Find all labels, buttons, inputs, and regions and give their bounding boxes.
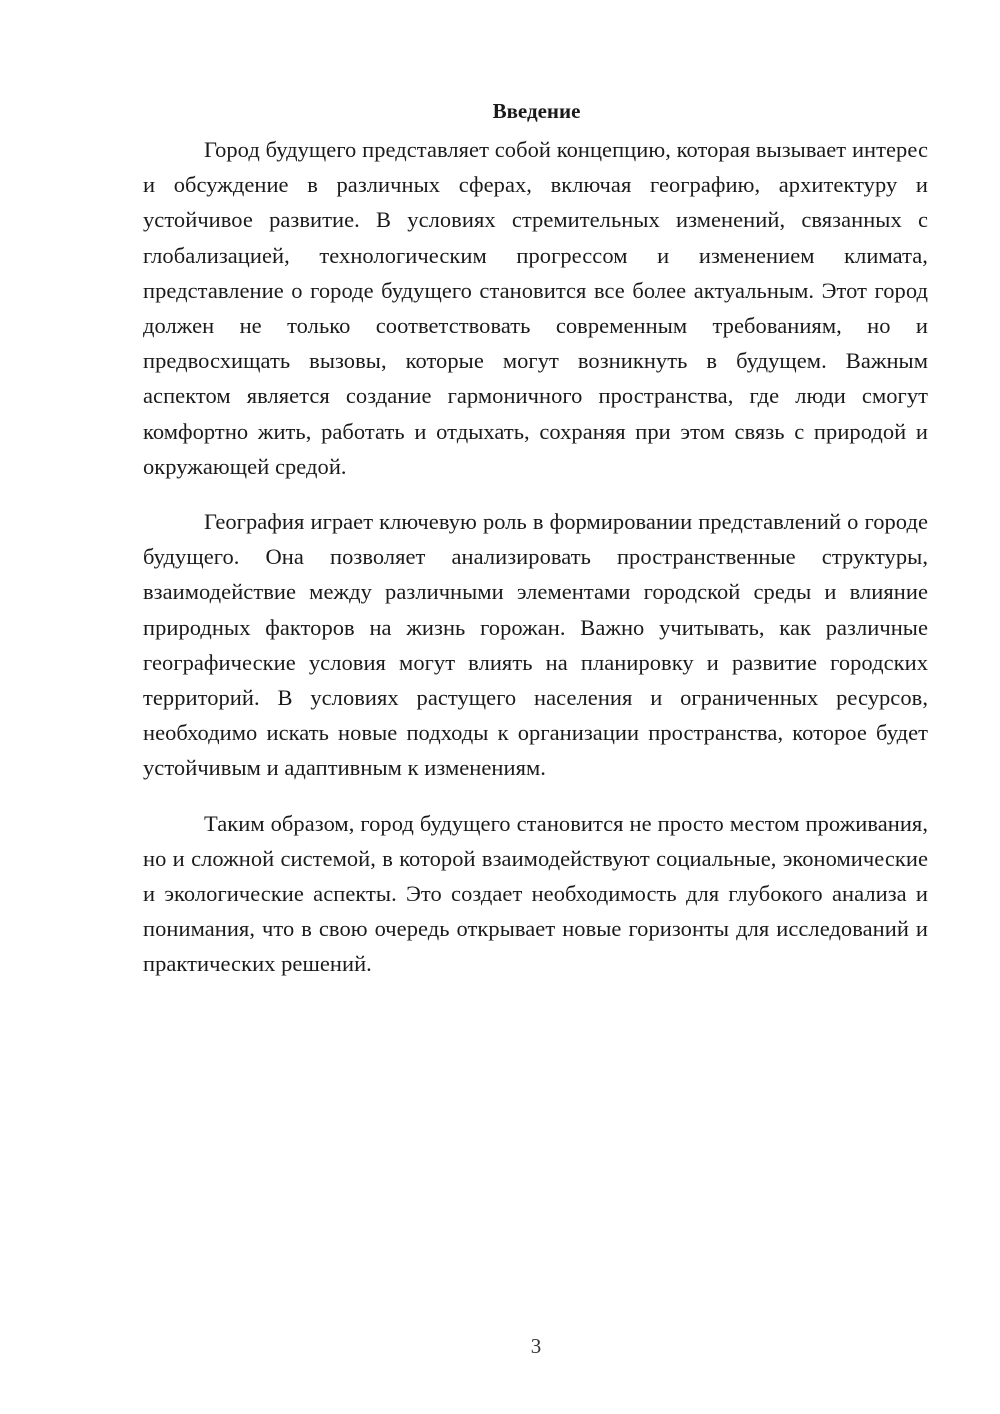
paragraph-1: Город будущего представляет собой концепцию, которая вызывает интерес и обсуждение в различных сферах, включая географию, архитектуру и устойчивое развитие. В условиях стремительных изменений, связанных с глобализацией, технологическим прогрессом и изменением климата, представление о городе будущего становится все более актуальным. Этот город должен не только соответствовать современным требованиям, но и предвосхищать вызовы, которые могут возникнуть в будущем. Важным аспектом является создание гармоничного пространства, где люди смогут комфортно жить, работать и отдыхать, сохраняя при этом связь с природой и окружающей средой. xyxy=(143,137,928,479)
paragraph-3: Таким образом, город будущего становится не просто местом проживания, но и сложной системой, в которой взаимодействуют социальные, экономические и экологические аспекты. Это создает необходимость для глубокого анализа и понимания, что в свою очередь открывает новые горизонты для исследований и практических решений. xyxy=(143,810,928,977)
page-content xyxy=(143,96,928,1002)
page-number: 3 xyxy=(530,1334,542,1358)
section-title: Введение xyxy=(492,99,581,123)
paragraph-2: География играет ключевую роль в формировании представлений о городе будущего. Она позволяет анализировать пространственные структуры, взаимодействие между различными элементами городской среды и влияние природных факторов на жизнь горожан. Важно учитывать, как различные географические условия могут влиять на планировку и развитие городских территорий. В условиях растущего населения и ограниченных ресурсов, необходимо искать новые подходы к организации пространства, которое будет устойчивым и адаптивным к изменениям. xyxy=(143,509,928,781)
